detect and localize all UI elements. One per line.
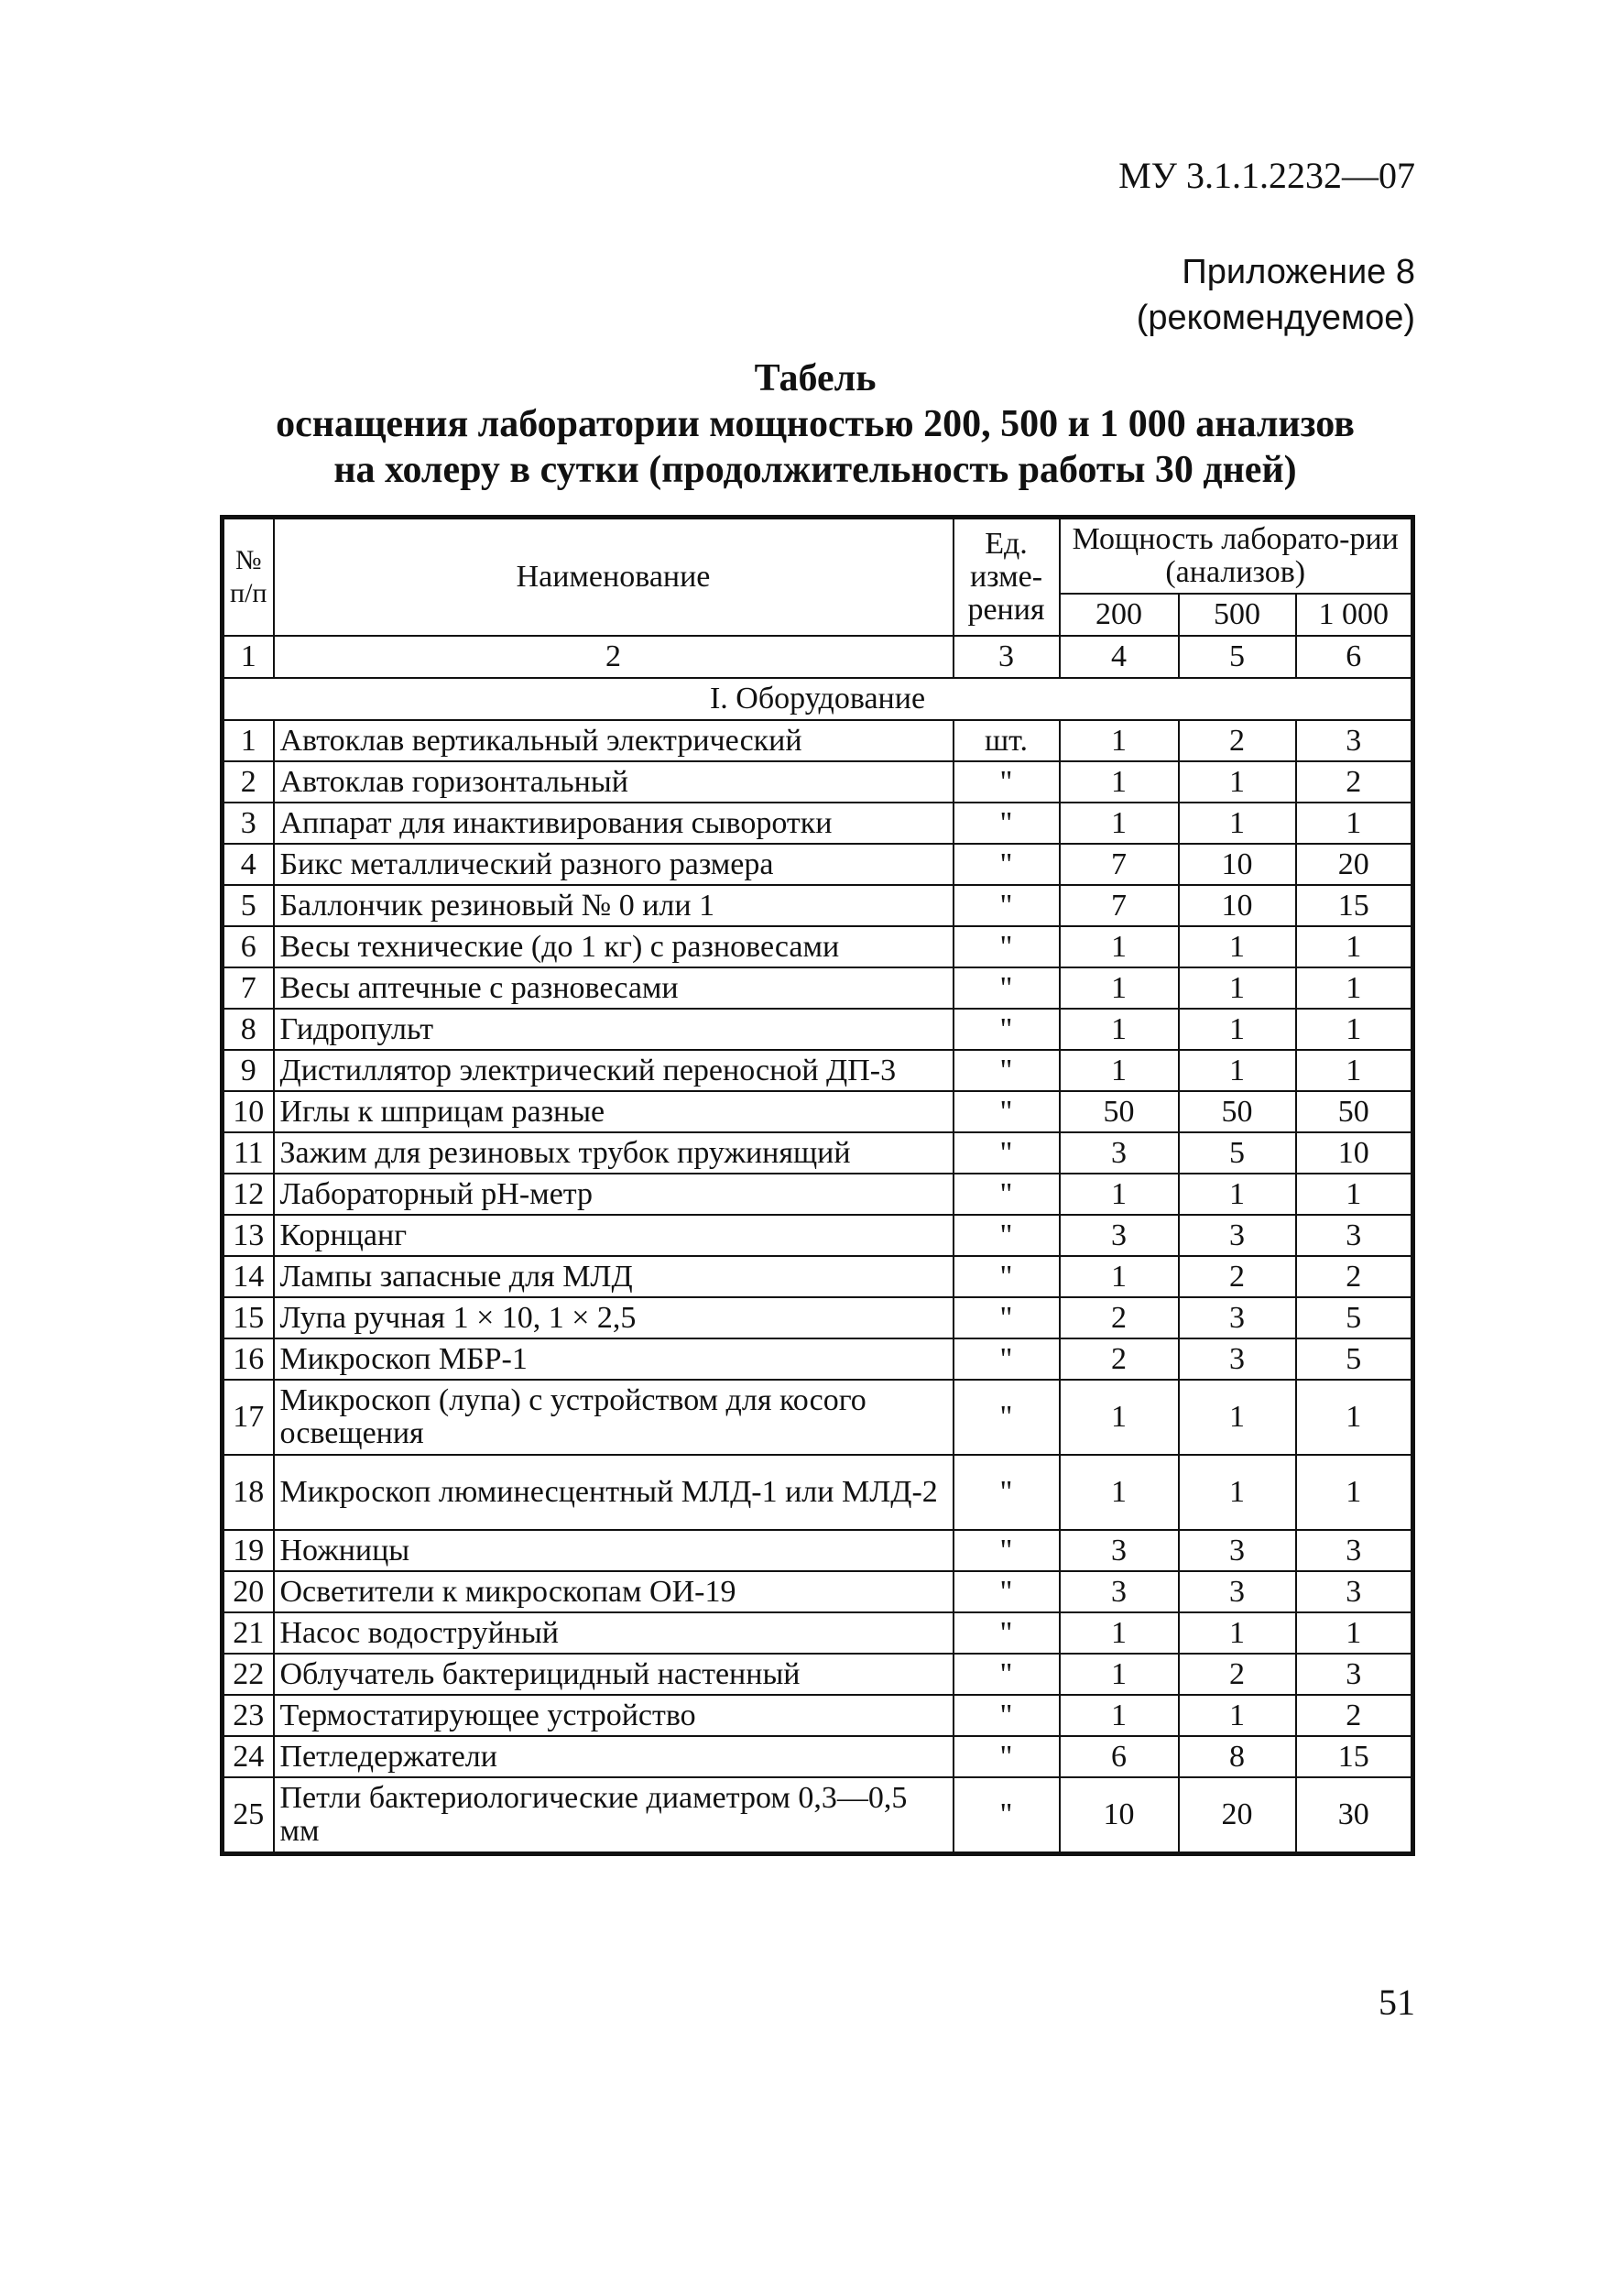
item-unit: "	[954, 1736, 1060, 1777]
qty-200: 1	[1060, 720, 1179, 761]
qty-200: 3	[1060, 1530, 1179, 1571]
qty-1000: 1	[1296, 1009, 1413, 1050]
item-unit: "	[954, 1338, 1060, 1380]
qty-1000: 50	[1296, 1091, 1413, 1132]
section-row	[223, 678, 1413, 720]
col-number-2: 2	[274, 636, 954, 678]
qty-500: 1	[1179, 1009, 1296, 1050]
header-unit: Ед. изме-рения	[954, 518, 1060, 637]
qty-1000: 1	[1296, 1174, 1413, 1215]
row-number: 14	[223, 1256, 274, 1297]
qty-1000: 15	[1296, 885, 1413, 926]
item-name: Баллончик резиновый № 0 или 1	[274, 885, 954, 926]
row-number: 19	[223, 1530, 274, 1571]
row-number: 21	[223, 1612, 274, 1654]
qty-200: 1	[1060, 926, 1179, 967]
qty-1000: 3	[1296, 1654, 1413, 1695]
qty-200: 2	[1060, 1338, 1179, 1380]
item-name: Термостатирующее устройство	[274, 1695, 954, 1736]
table-row	[223, 720, 1413, 761]
row-number: 23	[223, 1695, 274, 1736]
document-code: МУ 3.1.1.2232—07	[1118, 155, 1415, 196]
qty-500: 1	[1179, 926, 1296, 967]
table-row	[223, 1695, 1413, 1736]
appendix-label	[1137, 249, 1415, 341]
item-unit: "	[954, 844, 1060, 885]
qty-200: 3	[1060, 1132, 1179, 1174]
row-number: 20	[223, 1571, 274, 1612]
item-unit: "	[954, 1654, 1060, 1695]
item-name: Автоклав вертикальный электрический	[274, 720, 954, 761]
qty-200: 1	[1060, 803, 1179, 844]
table-row	[223, 885, 1413, 926]
item-name: Облучатель бактерицидный настенный	[274, 1654, 954, 1695]
qty-200: 1	[1060, 1380, 1179, 1455]
table-row	[223, 1380, 1413, 1455]
qty-500: 1	[1179, 1380, 1296, 1455]
item-unit: "	[954, 1215, 1060, 1256]
qty-200: 1	[1060, 1612, 1179, 1654]
item-unit: "	[954, 1695, 1060, 1736]
item-unit: "	[954, 1132, 1060, 1174]
item-unit: "	[954, 1571, 1060, 1612]
qty-1000: 3	[1296, 720, 1413, 761]
table-row	[223, 844, 1413, 885]
qty-200: 1	[1060, 761, 1179, 803]
qty-200: 2	[1060, 1297, 1179, 1338]
qty-200: 1	[1060, 1050, 1179, 1091]
item-name: Весы технические (до 1 кг) с разновесами	[274, 926, 954, 967]
page-number: 51	[1379, 1982, 1415, 2023]
item-unit: "	[954, 1612, 1060, 1654]
item-name: Бикс металлический разного размера	[274, 844, 954, 885]
qty-500: 2	[1179, 720, 1296, 761]
column-number-row	[223, 636, 1413, 678]
item-unit: "	[954, 1530, 1060, 1571]
row-number: 22	[223, 1654, 274, 1695]
row-number: 10	[223, 1091, 274, 1132]
table-row	[223, 1612, 1413, 1654]
item-name: Осветители к микроскопам ОИ-19	[274, 1571, 954, 1612]
col-number-5: 5	[1179, 636, 1296, 678]
qty-1000: 1	[1296, 926, 1413, 967]
qty-500: 1	[1179, 1612, 1296, 1654]
appendix-status: (рекомендуемое)	[1136, 299, 1415, 337]
qty-1000: 2	[1296, 761, 1413, 803]
item-unit: "	[954, 1050, 1060, 1091]
table-row	[223, 761, 1413, 803]
row-number: 13	[223, 1215, 274, 1256]
qty-1000: 20	[1296, 844, 1413, 885]
row-number: 1	[223, 720, 274, 761]
qty-200: 6	[1060, 1736, 1179, 1777]
header-num: № п/п	[223, 518, 274, 637]
table-row	[223, 1009, 1413, 1050]
table-row	[223, 967, 1413, 1009]
qty-500: 2	[1179, 1654, 1296, 1695]
title-line-2: оснащения лаборатории мощностью 200, 500 и 1 000 анализов	[276, 403, 1355, 445]
qty-1000: 5	[1296, 1338, 1413, 1380]
qty-1000: 3	[1296, 1571, 1413, 1612]
item-name: Петледержатели	[274, 1736, 954, 1777]
header-1000: 1 000	[1296, 594, 1413, 636]
qty-500: 8	[1179, 1736, 1296, 1777]
item-name: Корнцанг	[274, 1215, 954, 1256]
qty-200: 1	[1060, 1256, 1179, 1297]
col-number-1: 1	[223, 636, 274, 678]
qty-200: 3	[1060, 1215, 1179, 1256]
qty-500: 3	[1179, 1338, 1296, 1380]
qty-1000: 1	[1296, 1612, 1413, 1654]
table-row	[223, 803, 1413, 844]
item-name: Зажим для резиновых трубок пружинящий	[274, 1132, 954, 1174]
qty-500: 1	[1179, 1174, 1296, 1215]
item-unit: "	[954, 761, 1060, 803]
qty-1000: 3	[1296, 1530, 1413, 1571]
section-title: I. Оборудование	[223, 678, 1413, 720]
appendix-number: Приложение 8	[1182, 253, 1415, 291]
table-row	[223, 1297, 1413, 1338]
item-name: Аппарат для инактивирования сыворотки	[274, 803, 954, 844]
table-row	[223, 1174, 1413, 1215]
row-number: 16	[223, 1338, 274, 1380]
qty-200: 1	[1060, 967, 1179, 1009]
table-row	[223, 1132, 1413, 1174]
row-number: 25	[223, 1777, 274, 1854]
item-name: Лампы запасные для МЛД	[274, 1256, 954, 1297]
item-unit: "	[954, 926, 1060, 967]
row-number: 24	[223, 1736, 274, 1777]
item-name: Насос водоструйный	[274, 1612, 954, 1654]
qty-200: 1	[1060, 1009, 1179, 1050]
qty-500: 1	[1179, 1695, 1296, 1736]
item-unit: "	[954, 803, 1060, 844]
row-number: 5	[223, 885, 274, 926]
header-capacity: Мощность лаборато-рии (анализов)	[1060, 518, 1413, 595]
item-name: Дистиллятор электрический переносной ДП-3	[274, 1050, 954, 1091]
row-number: 2	[223, 761, 274, 803]
qty-1000: 1	[1296, 1050, 1413, 1091]
item-name: Микроскоп (лупа) с устройством для косого освещения	[274, 1380, 954, 1455]
table-row	[223, 1530, 1413, 1571]
table-row	[223, 1571, 1413, 1612]
qty-500: 10	[1179, 844, 1296, 885]
item-unit: "	[954, 967, 1060, 1009]
row-number: 12	[223, 1174, 274, 1215]
title-line-3: на холеру в сутки (продолжительность работы 30 дней)	[333, 449, 1297, 491]
item-unit: "	[954, 1091, 1060, 1132]
table-row	[223, 1338, 1413, 1380]
table-row	[223, 926, 1413, 967]
row-number: 11	[223, 1132, 274, 1174]
item-name: Гидропульт	[274, 1009, 954, 1050]
col-number-3: 3	[954, 636, 1060, 678]
table-row	[223, 1777, 1413, 1854]
row-number: 15	[223, 1297, 274, 1338]
qty-500: 1	[1179, 967, 1296, 1009]
qty-200: 1	[1060, 1455, 1179, 1530]
row-number: 9	[223, 1050, 274, 1091]
title-line-1: Табель	[754, 357, 877, 399]
item-unit: шт.	[954, 720, 1060, 761]
equipment-table	[220, 515, 1415, 1856]
qty-200: 1	[1060, 1654, 1179, 1695]
header-200: 200	[1060, 594, 1179, 636]
qty-500: 2	[1179, 1256, 1296, 1297]
row-number: 7	[223, 967, 274, 1009]
item-name: Автоклав горизонтальный	[274, 761, 954, 803]
qty-200: 50	[1060, 1091, 1179, 1132]
item-name: Микроскоп люминесцентный МЛД-1 или МЛД-2	[274, 1455, 954, 1530]
header-name: Наименование	[274, 518, 954, 637]
item-unit: "	[954, 1777, 1060, 1854]
table-row	[223, 1215, 1413, 1256]
table-row	[223, 1050, 1413, 1091]
qty-500: 3	[1179, 1571, 1296, 1612]
qty-500: 50	[1179, 1091, 1296, 1132]
item-unit: "	[954, 1174, 1060, 1215]
item-unit: "	[954, 1380, 1060, 1455]
qty-200: 10	[1060, 1777, 1179, 1854]
item-name: Ножницы	[274, 1530, 954, 1571]
qty-500: 5	[1179, 1132, 1296, 1174]
qty-1000: 3	[1296, 1215, 1413, 1256]
qty-1000: 1	[1296, 1455, 1413, 1530]
table-row	[223, 1256, 1413, 1297]
qty-200: 1	[1060, 1695, 1179, 1736]
row-number: 18	[223, 1455, 274, 1530]
header-500: 500	[1179, 594, 1296, 636]
qty-1000: 15	[1296, 1736, 1413, 1777]
qty-1000: 2	[1296, 1256, 1413, 1297]
row-number: 4	[223, 844, 274, 885]
item-unit: "	[954, 1256, 1060, 1297]
table-row	[223, 1736, 1413, 1777]
row-number: 8	[223, 1009, 274, 1050]
qty-500: 3	[1179, 1215, 1296, 1256]
item-name: Иглы к шприцам разные	[274, 1091, 954, 1132]
qty-200: 3	[1060, 1571, 1179, 1612]
item-name: Петли бактериологические диаметром 0,3—0,5 мм	[274, 1777, 954, 1854]
qty-200: 7	[1060, 885, 1179, 926]
qty-500: 20	[1179, 1777, 1296, 1854]
item-name: Лупа ручная 1 × 10, 1 × 2,5	[274, 1297, 954, 1338]
col-number-4: 4	[1060, 636, 1179, 678]
qty-500: 3	[1179, 1530, 1296, 1571]
qty-500: 1	[1179, 803, 1296, 844]
qty-500: 3	[1179, 1297, 1296, 1338]
qty-200: 1	[1060, 1174, 1179, 1215]
item-name: Лабораторный рН-метр	[274, 1174, 954, 1215]
qty-500: 1	[1179, 1050, 1296, 1091]
qty-1000: 5	[1296, 1297, 1413, 1338]
item-unit: "	[954, 1455, 1060, 1530]
qty-500: 1	[1179, 761, 1296, 803]
item-name: Весы аптечные с разновесами	[274, 967, 954, 1009]
table-title	[220, 355, 1411, 493]
row-number: 6	[223, 926, 274, 967]
row-number: 3	[223, 803, 274, 844]
qty-500: 1	[1179, 1455, 1296, 1530]
qty-1000: 30	[1296, 1777, 1413, 1854]
table-row	[223, 1455, 1413, 1530]
qty-1000: 2	[1296, 1695, 1413, 1736]
qty-200: 7	[1060, 844, 1179, 885]
item-unit: "	[954, 885, 1060, 926]
qty-1000: 1	[1296, 1380, 1413, 1455]
col-number-6: 6	[1296, 636, 1413, 678]
qty-1000: 10	[1296, 1132, 1413, 1174]
table-row	[223, 1091, 1413, 1132]
qty-500: 10	[1179, 885, 1296, 926]
row-number: 17	[223, 1380, 274, 1455]
item-unit: "	[954, 1009, 1060, 1050]
table-row	[223, 1654, 1413, 1695]
header-row-1	[223, 518, 1413, 595]
qty-1000: 1	[1296, 803, 1413, 844]
item-unit: "	[954, 1297, 1060, 1338]
qty-1000: 1	[1296, 967, 1413, 1009]
item-name: Микроскоп МБР-1	[274, 1338, 954, 1380]
